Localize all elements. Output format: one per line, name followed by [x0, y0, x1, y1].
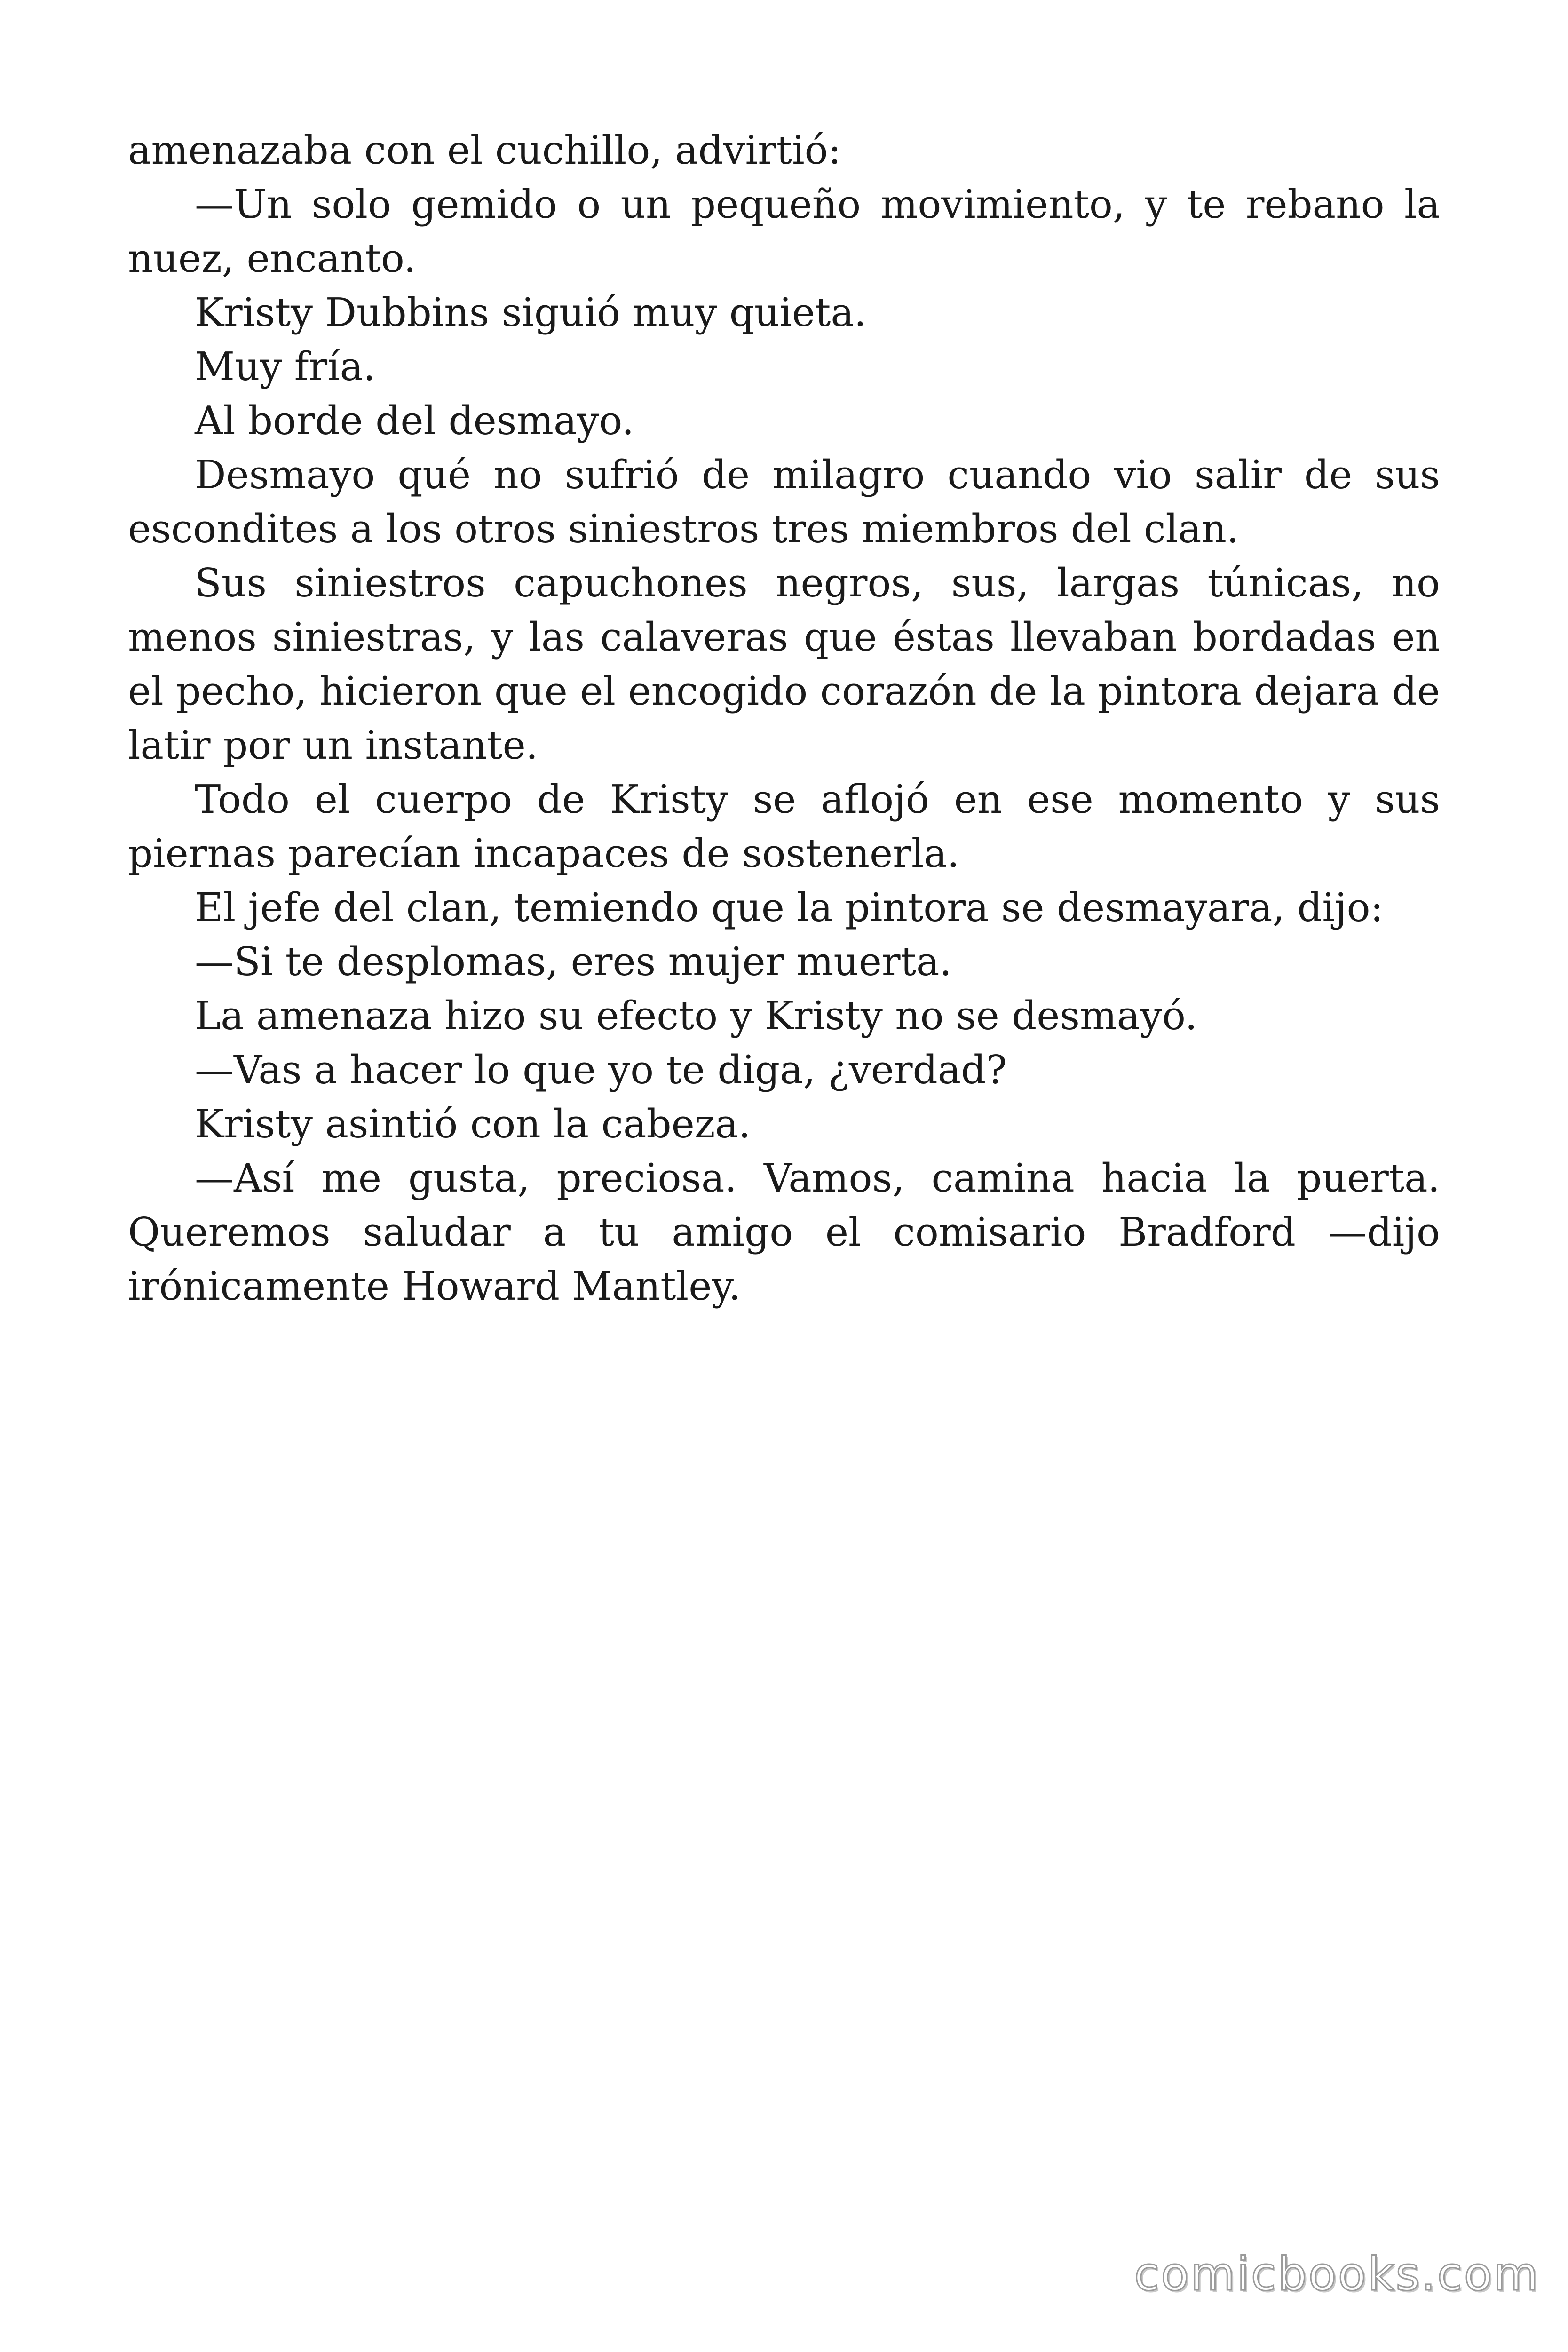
- paragraph-1: amenazaba con el cuchillo, advirtió:: [128, 127, 841, 173]
- paragraph-14: —Así me gusta, preciosa. Vamos, camina hacia la puerta. Queremos saludar a tu amigo el comisario Bradford —dijo irónicamente Howard Mantley.: [128, 1155, 1440, 1309]
- paragraph-12: —Vas a hacer lo que yo te diga, ¿verdad?: [195, 1047, 1007, 1093]
- paragraph-13: Kristy asintió con la cabeza.: [195, 1101, 751, 1147]
- paragraph-5: Al borde del desmayo.: [195, 398, 634, 444]
- paragraph-10: —Si te desplomas, eres mujer muerta.: [195, 939, 952, 985]
- paragraph-3: Kristy Dubbins siguió muy quieta.: [195, 290, 867, 335]
- paragraph-6: Desmayo qué no sufrió de milagro cuando vio salir de sus escondites a los otros siniestros tres miembros del clan.: [128, 452, 1440, 552]
- page-text-body: [128, 123, 1440, 1313]
- watermark: comicbooks.com: [1134, 2248, 1540, 2301]
- paragraph-11: La amenaza hizo su efecto y Kristy no se desmayó.: [195, 993, 1197, 1039]
- paragraph-4: Muy fría.: [195, 344, 376, 389]
- paragraph-8: Todo el cuerpo de Kristy se aflojó en ese momento y sus piernas parecían incapaces de sostenerla.: [128, 777, 1440, 876]
- paragraph-2: —Un solo gemido o un pequeño movimiento, y te rebano la nuez, encanto.: [128, 182, 1440, 281]
- paragraph-9: El jefe del clan, temiendo que la pintora se desmayara, dijo:: [195, 885, 1384, 930]
- paragraph-7: Sus siniestros capuchones negros, sus, largas túnicas, no menos siniestras, y las calaveras que éstas llevaban bordadas en el pecho, hicieron que el encogido corazón de la pintora dejara de latir por un instante.: [128, 560, 1440, 768]
